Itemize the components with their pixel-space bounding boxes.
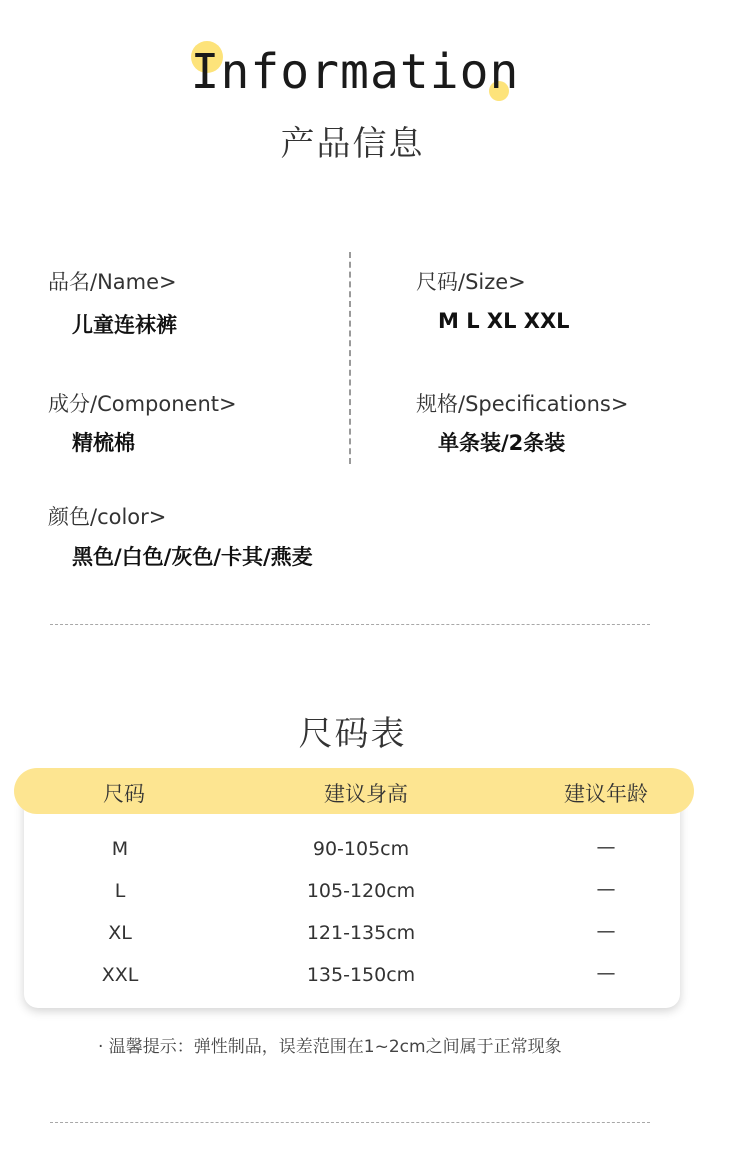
table-cell: 121-135cm: [306, 922, 416, 944]
component-value: 精梳棉: [72, 431, 135, 455]
section-divider-top: [50, 624, 650, 625]
table-cell: M: [111, 838, 129, 860]
table-cell: —: [596, 920, 616, 942]
header-size: 尺码: [103, 782, 145, 806]
vertical-divider: [349, 252, 351, 464]
table-cell: L: [114, 880, 126, 902]
table-cell: XXL: [101, 964, 139, 986]
information-title: Information: [190, 44, 520, 100]
size-label: 尺码/Size>: [416, 270, 526, 294]
spec-value: 单条装/2条装: [438, 431, 566, 455]
component-label: 成分/Component>: [48, 392, 237, 416]
header-height: 建议身高: [324, 782, 408, 806]
table-cell: —: [596, 878, 616, 900]
tip-note: · 温馨提示：弹性制品，误差范围在1~2cm之间属于正常现象: [98, 1037, 562, 1057]
size-chart-title: 尺码表: [298, 714, 407, 754]
table-cell: XL: [108, 922, 132, 944]
color-value: 黑色/白色/灰色/卡其/燕麦: [72, 545, 313, 569]
table-cell: —: [596, 836, 616, 858]
table-cell: 135-150cm: [306, 964, 416, 986]
header-age: 建议年龄: [564, 782, 648, 806]
product-info-subtitle: 产品信息: [280, 124, 425, 164]
table-cell: 105-120cm: [306, 880, 416, 902]
name-label: 品名/Name>: [48, 270, 177, 294]
section-divider-bottom: [50, 1122, 650, 1123]
spec-label: 规格/Specifications>: [416, 392, 629, 416]
table-cell: —: [596, 962, 616, 984]
name-value: 儿童连袜裤: [72, 313, 177, 337]
size-value: M L XL XXL: [438, 309, 570, 333]
color-label: 颜色/color>: [48, 505, 167, 529]
table-cell: 90-105cm: [312, 838, 410, 860]
